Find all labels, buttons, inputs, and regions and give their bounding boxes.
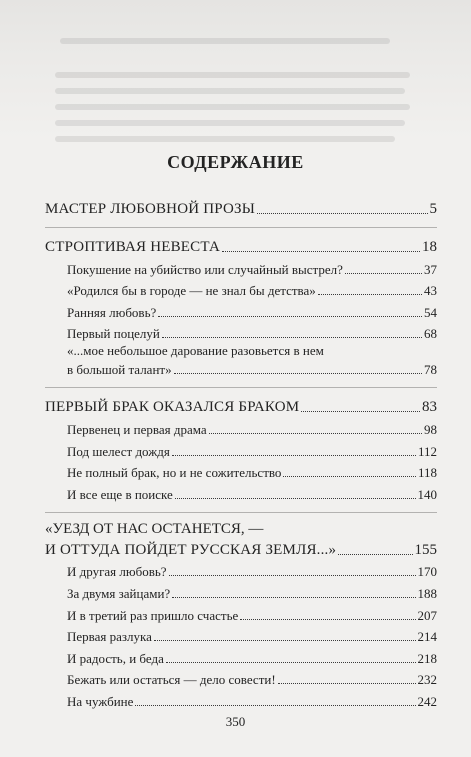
dot-leader — [172, 455, 416, 456]
page-number: 350 — [225, 714, 246, 729]
table-of-contents — [45, 190, 437, 710]
show-through-text-area — [0, 0, 471, 140]
dot-leader — [338, 554, 412, 555]
dot-leader — [345, 273, 422, 274]
toc-chapter-entry[interactable] — [45, 190, 437, 218]
toc-entry-label: ПЕРВЫЙ БРАК ОКАЗАЛСЯ БРАКОМ — [45, 399, 300, 416]
toc-page-number: 54 — [424, 304, 437, 320]
toc-page-number: 18 — [422, 239, 437, 255]
dot-leader — [283, 476, 416, 477]
toc-entry-label: Ранняя любовь? — [67, 304, 157, 320]
toc-entry-label: И ОТТУДА ПОЙДЕТ РУССКАЯ ЗЕМЛЯ...» — [45, 541, 337, 558]
toc-page-number: 68 — [424, 326, 437, 342]
toc-entry-label: Не полный брак, но и не сожительство — [67, 465, 282, 481]
toc-entry-label: Первый поцелуй — [67, 326, 160, 342]
dot-leader — [174, 373, 422, 374]
toc-page-number: 242 — [417, 693, 437, 709]
toc-chapter-entry[interactable] — [45, 539, 437, 559]
toc-entry-label: За двумя зайцами? — [67, 585, 171, 601]
toc-page-number: 155 — [414, 541, 437, 558]
toc-entry-label-line: «УЕЗД ОТ НАС ОСТАНЕТСЯ, — — [45, 520, 264, 537]
dot-leader — [209, 433, 422, 434]
toc-entry-label: «Родился бы в городе — не знал бы детства» — [67, 283, 316, 299]
toc-subentry[interactable] — [45, 645, 437, 667]
toc-subentry[interactable] — [45, 624, 437, 646]
toc-page-number: 83 — [422, 399, 437, 416]
toc-entry-label: СТРОПТИВАЯ НЕВЕСТА — [45, 239, 221, 255]
toc-page-number: 98 — [424, 421, 437, 437]
toc-chapter-entry[interactable] — [45, 228, 437, 256]
toc-subentry[interactable] — [45, 688, 437, 710]
toc-subentry[interactable] — [45, 416, 437, 438]
toc-subentry[interactable] — [45, 667, 437, 689]
dot-leader — [169, 575, 416, 576]
toc-subentry[interactable] — [45, 559, 437, 581]
toc-subentry[interactable] — [45, 321, 437, 343]
toc-entry-label: Покушение на убийство или случайный выстрел? — [67, 261, 343, 277]
toc-section — [45, 512, 437, 710]
toc-page-number: 118 — [417, 465, 437, 481]
dot-leader — [318, 294, 422, 295]
contents-heading: СОДЕРЖАНИЕ — [167, 152, 304, 172]
toc-page-number: 218 — [417, 650, 437, 666]
toc-subentry[interactable] — [45, 602, 437, 624]
toc-section — [45, 227, 437, 378]
toc-chapter-entry[interactable] — [45, 388, 437, 416]
toc-section — [45, 190, 437, 218]
toc-subentry[interactable] — [45, 580, 437, 602]
dot-leader — [301, 411, 420, 412]
dot-leader — [257, 213, 427, 214]
toc-page-number: 43 — [424, 283, 437, 299]
toc-page-number: 214 — [417, 629, 437, 645]
dot-leader — [154, 640, 416, 641]
toc-entry-label: И в третий раз пришло счастье — [67, 607, 239, 623]
toc-subentry[interactable] — [45, 278, 437, 300]
dot-leader — [135, 705, 415, 706]
toc-page-number: 112 — [417, 443, 437, 459]
toc-subentry[interactable] — [45, 360, 437, 378]
toc-subentry[interactable] — [45, 299, 437, 321]
dot-leader — [175, 498, 416, 499]
toc-entry-label: На чужбине — [67, 693, 134, 709]
toc-subentry[interactable] — [45, 438, 437, 460]
toc-page-number: 78 — [424, 362, 437, 378]
toc-page-number: 5 — [429, 201, 437, 217]
toc-section — [45, 387, 437, 502]
toc-page-number: 232 — [417, 672, 437, 688]
toc-entry-label: в большой талант» — [67, 362, 172, 378]
toc-page-number: 170 — [417, 564, 437, 580]
toc-page-number: 140 — [417, 486, 437, 502]
dot-leader — [240, 619, 415, 620]
dot-leader — [222, 251, 420, 252]
toc-page-number: 188 — [417, 585, 437, 601]
toc-entry-label: И другая любовь? — [67, 564, 167, 580]
toc-page-number: 37 — [424, 261, 437, 277]
toc-entry-label: Бежать или остаться — дело совести! — [67, 672, 276, 688]
toc-entry-label: И радость, и беда — [67, 650, 164, 666]
dot-leader — [166, 662, 416, 663]
toc-subentry[interactable] — [45, 481, 437, 503]
toc-entry-label: МАСТЕР ЛЮБОВНОЙ ПРОЗЫ — [45, 201, 256, 217]
toc-page-number: 207 — [417, 607, 437, 623]
toc-entry-label: Первенец и первая драма — [67, 421, 207, 437]
toc-subentry[interactable] — [45, 256, 437, 278]
toc-entry-label-line: «...мое небольшое дарование разовьется в нем — [67, 343, 324, 359]
dot-leader — [278, 683, 416, 684]
toc-entry-label: Первая разлука — [67, 629, 152, 645]
dot-leader — [172, 597, 415, 598]
dot-leader — [162, 337, 422, 338]
toc-entry-label: Под шелест дождя — [67, 443, 170, 459]
toc-subentry[interactable] — [45, 460, 437, 482]
dot-leader — [158, 316, 422, 317]
toc-entry-label: И все еще в поиске — [67, 486, 173, 502]
